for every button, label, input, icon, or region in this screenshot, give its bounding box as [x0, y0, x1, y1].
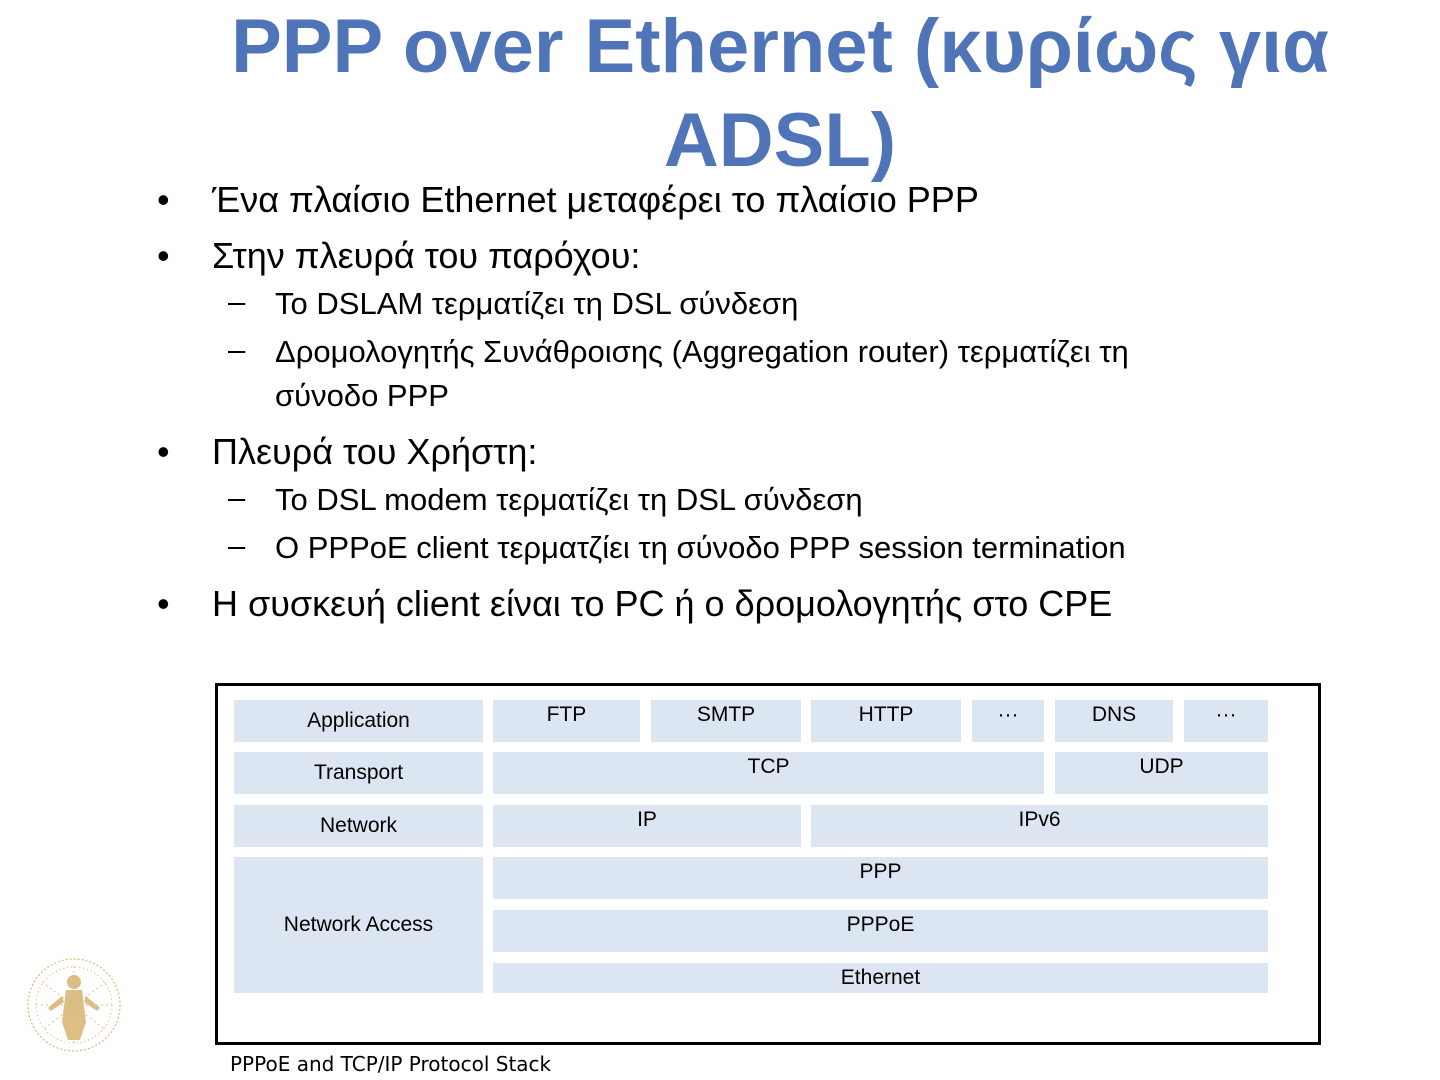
university-seal-logo: [22, 952, 126, 1058]
dash-glyph: –: [228, 528, 246, 563]
sub-bullet-item: [150, 526, 1350, 570]
sub-bullet-text-line-1: Δρομολογητής Συνάθροισης (Aggregation router) τερματίζει τη: [275, 334, 1129, 369]
sub-bullet-item: [150, 330, 1350, 418]
protocol-ellipsis: ···: [1184, 700, 1268, 742]
protocol-udp: UDP: [1055, 752, 1268, 794]
dash-glyph: –: [228, 332, 246, 367]
layer-transport: Transport: [234, 752, 483, 794]
bullet-text: Πλευρά του Χρήστη:: [212, 431, 538, 472]
protocol-ppp: PPP: [493, 857, 1268, 899]
protocol-stack-diagram: [215, 683, 1321, 1045]
sub-bullet-text-line-2: σύνοδο PPP: [275, 378, 449, 413]
bullet-list: [150, 178, 1350, 626]
protocol-pppoe: PPPoE: [493, 910, 1268, 952]
protocol-ellipsis: ···: [972, 700, 1044, 742]
protocol-ip: IP: [493, 805, 801, 847]
bullet-item: [150, 234, 1350, 278]
protocol-ftp: FTP: [493, 700, 640, 742]
sub-bullet-text: Ο PPPoE client τερματζίει τη σύνοδο PPP session termination: [275, 530, 1126, 565]
dash-glyph: –: [228, 480, 246, 515]
dash-glyph: –: [228, 284, 246, 319]
protocol-tcp: TCP: [493, 752, 1044, 794]
bullet-text: Η συσκευή client είναι το PC ή ο δρομολογητής στο CPE: [212, 583, 1113, 624]
sub-bullet-item: [150, 478, 1350, 522]
layer-application: Application: [234, 700, 483, 742]
protocol-http: HTTP: [811, 700, 961, 742]
bullet-item: [150, 430, 1350, 474]
bullet-glyph: •: [157, 431, 170, 472]
slide-title: [230, 0, 1330, 188]
sub-bullet-text: Το DSLAM τερματίζει τη DSL σύνδεση: [275, 286, 799, 321]
layer-network: Network: [234, 805, 483, 847]
protocol-ethernet: Ethernet: [493, 963, 1268, 993]
bullet-glyph: •: [157, 583, 170, 624]
bullet-glyph: •: [157, 235, 170, 276]
sub-bullet-text: Το DSL modem τερματίζει τη DSL σύνδεση: [275, 482, 863, 517]
bullet-text: Στην πλευρά του παρόχου:: [212, 235, 641, 276]
layer-network-access: Network Access: [234, 857, 483, 993]
bullet-item: [150, 178, 1350, 222]
protocol-ipv6: IPv6: [811, 805, 1268, 847]
protocol-dns: DNS: [1055, 700, 1173, 742]
diagram-caption: PPPoE and TCP/IP Protocol Stack: [230, 1052, 552, 1076]
protocol-smtp: SMTP: [651, 700, 801, 742]
sub-bullet-item: [150, 282, 1350, 326]
slide-title-line-1: PPP over Ethernet (κυρίως για: [231, 4, 1329, 89]
bullet-text: Ένα πλαίσιο Ethernet μεταφέρει το πλαίσιο PPP: [212, 179, 979, 220]
slide-title-line-2: ADSL): [663, 98, 897, 183]
bullet-item: [150, 582, 1350, 626]
bullet-glyph: •: [157, 179, 170, 220]
